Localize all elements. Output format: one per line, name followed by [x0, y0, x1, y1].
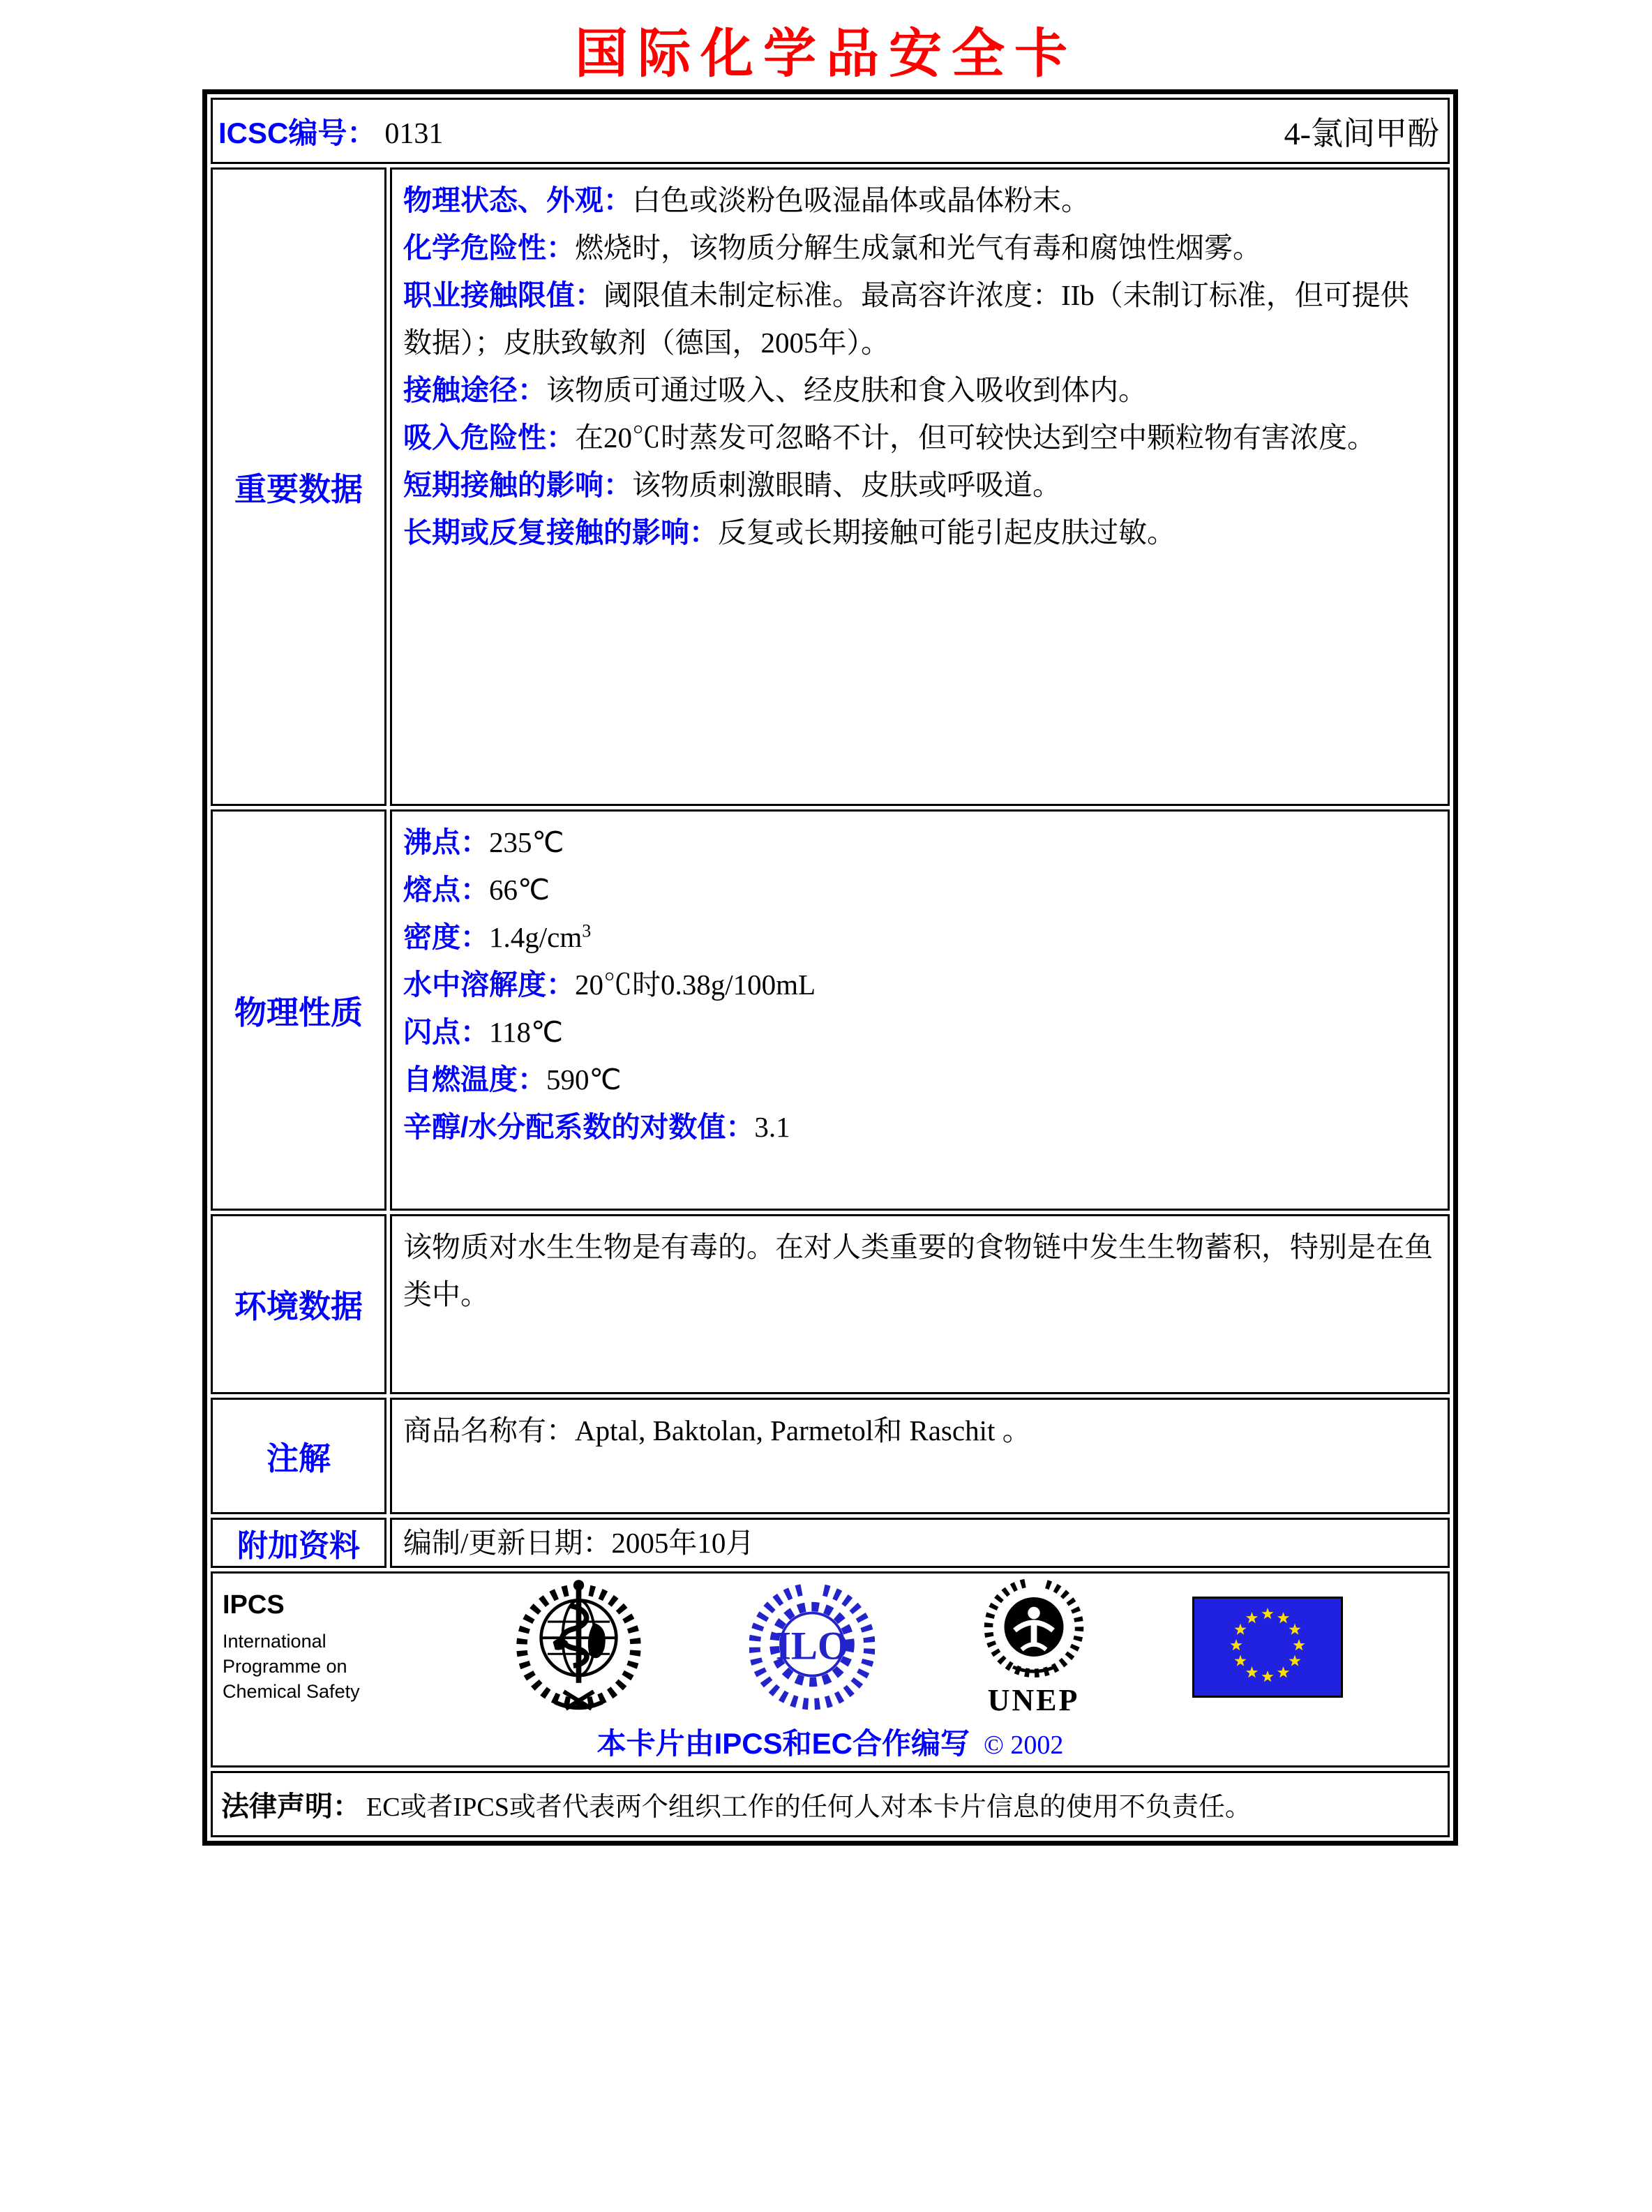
section-content-important: [390, 167, 1450, 806]
physical-item-4: [403, 1008, 1436, 1056]
ilo-logo-text: ILO: [775, 1624, 849, 1668]
item-text: 反复或长期接触可能引起皮肤过敏。: [718, 516, 1176, 548]
legal-label: 法律声明：: [221, 1791, 361, 1822]
section-row-notes: [211, 1398, 1450, 1514]
item-text: 1.4g/cm: [489, 921, 583, 953]
credit-line: [213, 1718, 1448, 1764]
ipcs-line-1: International: [223, 1631, 326, 1652]
logos-strip: [213, 1576, 1448, 1718]
section-label-notes: 注解: [211, 1398, 386, 1514]
physical-item-6: [403, 1103, 1436, 1151]
item-label: 吸入危险性：: [403, 421, 575, 454]
item-label: 辛醇/水分配系数的对数值：: [403, 1111, 755, 1143]
unep-logo-icon: [982, 1576, 1086, 1681]
item-label: 熔点：: [403, 874, 489, 906]
item-label: 化学危险性：: [403, 232, 575, 264]
legal-row: [211, 1771, 1450, 1837]
icsc-number: [218, 110, 443, 152]
environment-text: 该物质对水生生物是有毒的。在对人类重要的食物链中发生生物蓄积，特别是在鱼类中。: [403, 1231, 1433, 1310]
item-label: 短期接触的影响：: [403, 469, 632, 501]
section-content-additional: [390, 1518, 1450, 1568]
item-label: 接触途径：: [403, 374, 546, 406]
physical-item-5: [403, 1056, 1436, 1103]
section-label-additional: 附加资料: [211, 1518, 386, 1568]
important-item-0: [403, 177, 1436, 224]
item-text: 590℃: [546, 1063, 622, 1096]
ipcs-line-3: Chemical Safety: [223, 1681, 360, 1702]
item-text: 在20℃时蒸发可忽略不计，但可较快达到空中颗粒物有害浓度。: [575, 421, 1376, 454]
logos-cell: [211, 1571, 1450, 1768]
legal-text: EC或者IPCS或者代表两个组织工作的任何人对本卡片信息的使用不负责任。: [366, 1793, 1252, 1822]
icsc-number-value: 0131: [384, 117, 444, 150]
item-label: 自燃温度：: [403, 1063, 546, 1096]
ipcs-text-block: [223, 1590, 407, 1704]
item-label: 职业接触限值：: [403, 279, 603, 311]
important-item-2: [403, 271, 1436, 366]
item-text: 3.1: [754, 1111, 790, 1143]
section-label-environment: 环境数据: [211, 1214, 386, 1394]
important-item-6: [403, 509, 1436, 556]
item-label: 水中溶解度：: [403, 969, 575, 1001]
item-text: 该物质刺激眼睛、皮肤或呼吸道。: [632, 469, 1061, 501]
physical-item-1: [403, 866, 1436, 913]
item-label: 闪点：: [403, 1016, 489, 1048]
section-content-physical: [390, 809, 1450, 1211]
item-label: 长期或反复接触的影响：: [403, 516, 718, 548]
unep-logo-block: [982, 1576, 1086, 1718]
item-text: 白色或淡粉色吸湿晶体或晶体粉末。: [632, 184, 1090, 216]
item-label: 密度：: [403, 921, 489, 953]
item-text: 118℃: [489, 1016, 564, 1048]
credit-text: 本卡片由IPCS和EC合作编写: [596, 1727, 970, 1760]
eu-flag-icon: [1192, 1597, 1343, 1698]
physical-item-2: [403, 913, 1436, 961]
notes-text: 商品名称有：Aptal, Baktolan, Parmetol和 Raschit 。: [403, 1414, 1031, 1447]
section-content-notes: [390, 1398, 1450, 1514]
item-text: 66℃: [489, 874, 550, 906]
item-text: 该物质可通过吸入、经皮肤和食入吸收到体内。: [546, 374, 1147, 406]
ilo-logo-icon: [749, 1578, 875, 1717]
physical-item-3: [403, 961, 1436, 1008]
legal-cell: [211, 1771, 1450, 1837]
important-item-4: [403, 414, 1436, 461]
copyright-text: © 2002: [984, 1731, 1064, 1760]
chemical-name: 4-氯间甲酚: [1284, 115, 1439, 151]
header-row: [211, 98, 1450, 164]
logos-row: [211, 1571, 1450, 1768]
physical-item-0: [403, 819, 1436, 866]
header-cell: [211, 98, 1450, 164]
unep-logo-text: UNEP: [987, 1683, 1080, 1717]
section-row-physical: [211, 809, 1450, 1211]
item-label: 沸点：: [403, 826, 489, 858]
item-superscript: 3: [582, 920, 592, 941]
section-content-environment: [390, 1214, 1450, 1394]
important-item-3: [403, 366, 1436, 414]
item-text: 阈限值未制定标准。最高容许浓度：IIb（未制订标准，但可提供数据）；皮肤致敏剂（德国，2005年）。: [403, 279, 1409, 359]
icsc-table: [202, 89, 1458, 1846]
ipcs-line-2: Programme on: [223, 1656, 347, 1677]
section-row-additional: [211, 1518, 1450, 1568]
icsc-number-label: ICSC编号：: [218, 116, 377, 149]
section-label-important: 重要数据: [211, 167, 386, 806]
item-label: 物理状态、外观：: [403, 184, 632, 216]
ipcs-title: IPCS: [223, 1590, 285, 1620]
additional-text: 编制/更新日期：2005年10月: [403, 1527, 755, 1559]
section-row-important: [211, 167, 1450, 806]
important-item-1: [403, 224, 1436, 271]
section-label-physical: 物理性质: [211, 809, 386, 1211]
section-row-environment: [211, 1214, 1450, 1394]
item-text: 235℃: [489, 826, 564, 858]
who-logo-icon: [514, 1578, 643, 1717]
item-text: 20℃时0.38g/100mL: [575, 969, 816, 1001]
important-item-5: [403, 461, 1436, 509]
page-title: 国际化学品安全卡: [575, 25, 1077, 84]
item-text: 燃烧时，该物质分解生成氯和光气有毒和腐蚀性烟雾。: [575, 232, 1261, 264]
